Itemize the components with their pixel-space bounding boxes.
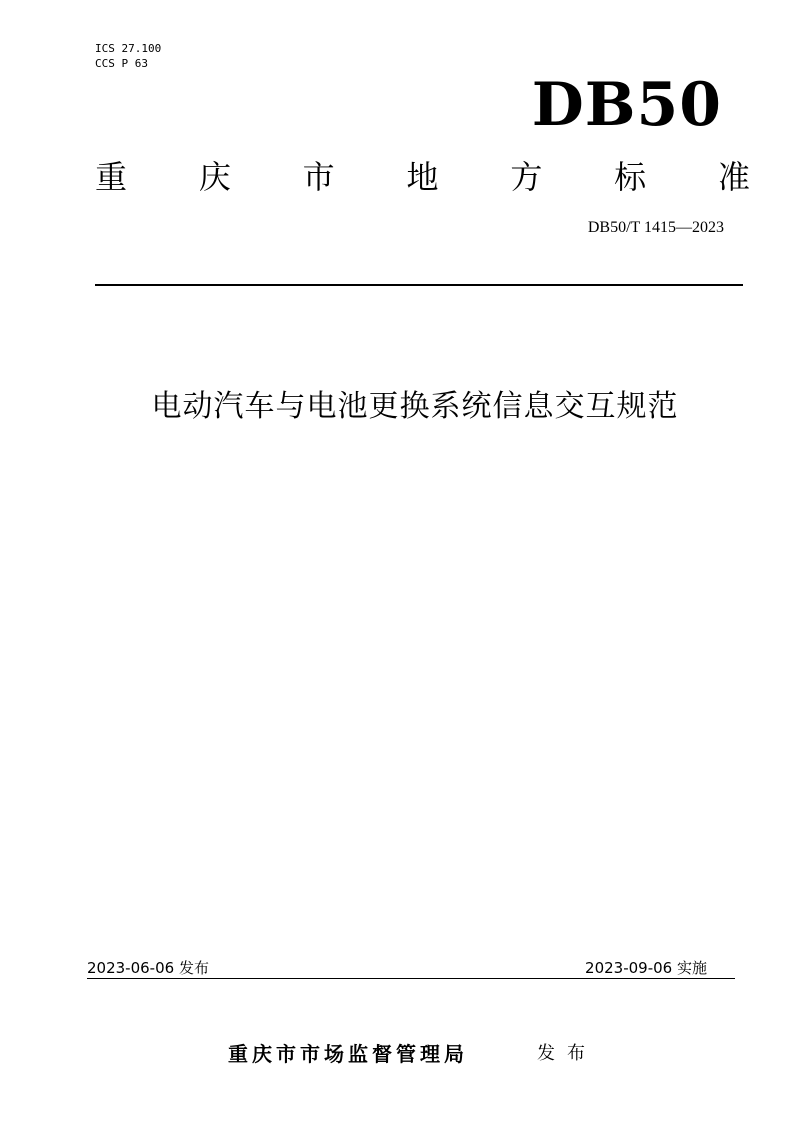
issuer-action: 发布 [537, 1043, 597, 1064]
bottom-divider [87, 978, 735, 979]
standard-type-heading [95, 155, 750, 199]
classification-codes [95, 41, 161, 71]
publish-date: 2023-06-06 发布 [87, 959, 209, 977]
standard-type-char: 地 [406, 158, 439, 196]
date-row [87, 958, 735, 978]
ccs-code: CCS P 63 [95, 57, 148, 70]
standard-type-char: 市 [302, 158, 335, 196]
implement-date: 2023-09-06 实施 [585, 959, 707, 977]
standard-type-char: 准 [717, 158, 750, 196]
ics-code: ICS 27.100 [95, 42, 162, 55]
standard-type-char: 庆 [198, 158, 231, 196]
document-title: 电动汽车与电池更换系统信息交互规范 [151, 389, 679, 424]
issuer-name: 重庆市市场监督管理局 [228, 1042, 468, 1066]
standard-number: DB50/T 1415—2023 [587, 219, 724, 236]
standard-type-char: 方 [510, 158, 543, 196]
standard-type-char: 标 [614, 158, 647, 196]
standard-type-char: 重 [95, 158, 128, 196]
top-divider [95, 284, 743, 286]
db50-logo: DB50 [531, 70, 722, 140]
